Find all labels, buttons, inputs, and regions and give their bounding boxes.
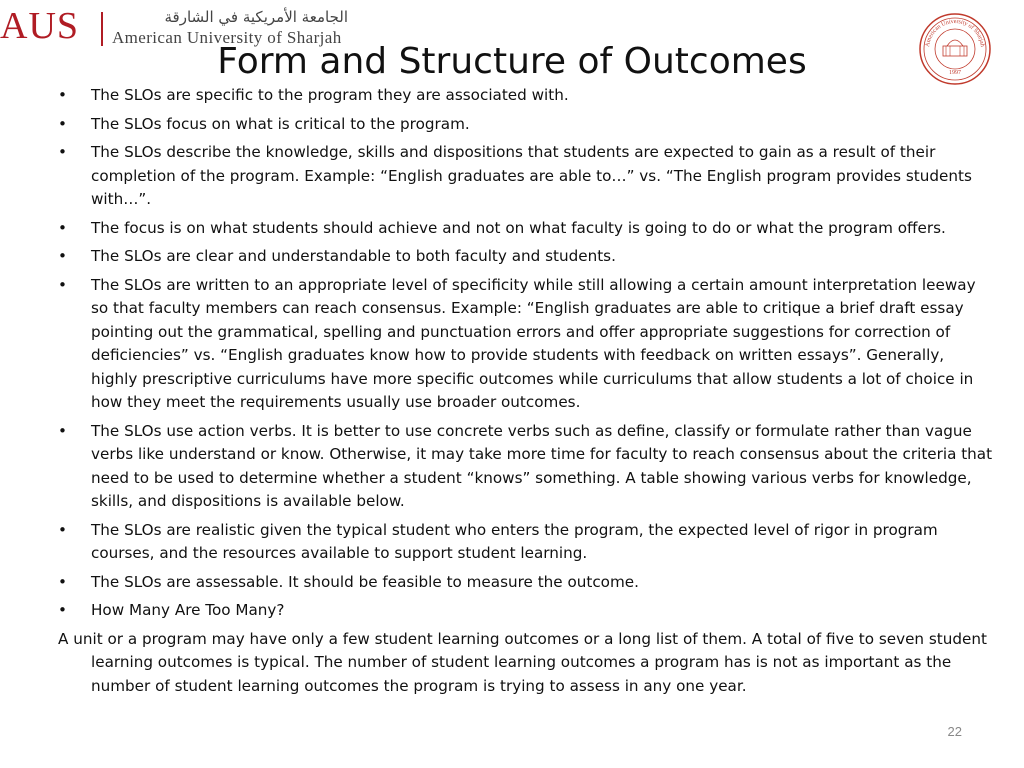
seal-year: 1997 [949, 70, 961, 76]
bullet-dot: • [58, 572, 67, 591]
bullet-list [58, 84, 993, 623]
bullet-item [58, 84, 993, 108]
logo-arabic-name: الجامعة الأمريكية في الشارقة [164, 8, 348, 26]
bullet-item [58, 141, 993, 212]
bullet-text: How Many Are Too Many? [91, 601, 285, 619]
bullet-dot: • [58, 520, 67, 539]
bullet-dot: • [58, 421, 67, 440]
slide-title: Form and Structure of Outcomes [217, 41, 807, 82]
bullet-text: The SLOs describe the knowledge, skills and dispositions that students are expected to gain as a result of their completion of the program. Example: “English graduates are able to…” vs. “The English program provides students with…”. [91, 143, 972, 208]
bullet-text: The SLOs are assessable. It should be feasible to measure the outcome. [91, 572, 639, 591]
bullet-item [58, 217, 993, 241]
bullet-dot: • [58, 601, 67, 619]
bullet-item [58, 571, 993, 595]
bullet-text: The SLOs are realistic given the typical student who enters the program, the expected level of rigor in program courses, and the resources available to support student learning. [91, 520, 938, 562]
page-number: 22 [947, 724, 962, 739]
bullet-item [58, 113, 993, 137]
logo-english-name: American University of Sharjah [112, 28, 342, 47]
bullet-dot: • [58, 275, 67, 294]
bullet-dot: • [58, 143, 67, 161]
bullet-dot: • [58, 114, 67, 133]
bullet-text: The SLOs use action verbs. It is better to use concrete verbs such as define, classify or formulate rather than vague verbs like understand or know. Otherwise, it may take more time for faculty to reach consensus about the criteria that need to be used to determine whether a student “knows” something. A table showing various verbs for knowledge, skills, and dispositions is available below. [91, 421, 993, 510]
bullet-item [58, 245, 993, 269]
seal-label: American University of Sharjah [925, 18, 985, 48]
logo-abbrev: AUS [0, 5, 80, 47]
slide-content [58, 84, 993, 698]
bullet-item [58, 519, 993, 566]
bullet-text: The focus is on what students should achieve and not on what faculty is going to do or what the program offers. [91, 218, 946, 237]
bullet-text: The SLOs focus on what is critical to the program. [91, 114, 470, 133]
bullet-dot: • [58, 86, 67, 104]
bullet-dot: • [58, 218, 67, 237]
bullet-text: The SLOs are clear and understandable to both faculty and students. [91, 247, 616, 265]
bullet-text: The SLOs are specific to the program they are associated with. [91, 86, 569, 104]
bullet-dot: • [58, 247, 67, 265]
bullet-item [58, 274, 993, 415]
bullet-item [58, 599, 993, 623]
closing-paragraph: A unit or a program may have only a few student learning outcomes or a long list of them. A total of five to seven student learning outcomes is typical. The number of student learning outcomes a program has is not as important as the number of student learning outcomes the program is trying to assess in any one year. [58, 629, 987, 695]
bullet-item [58, 420, 993, 514]
bullet-text: The SLOs are written to an appropriate level of specificity while still allowing a certain amount interpretation leeway so that faculty members can reach consensus. Example: “English graduates are able to critique a brief draft essay pointing out the grammatical, spelling and punctuation errors and offer appropriate suggestions for correction of deficiencies” vs. “English graduates know how to provide students with feedback on written essays”. Generally, highly prescriptive curriculums have more specific outcomes while curriculums that allow students a lot of choice in how they meet the requirements usually use broader outcomes. [91, 275, 976, 411]
